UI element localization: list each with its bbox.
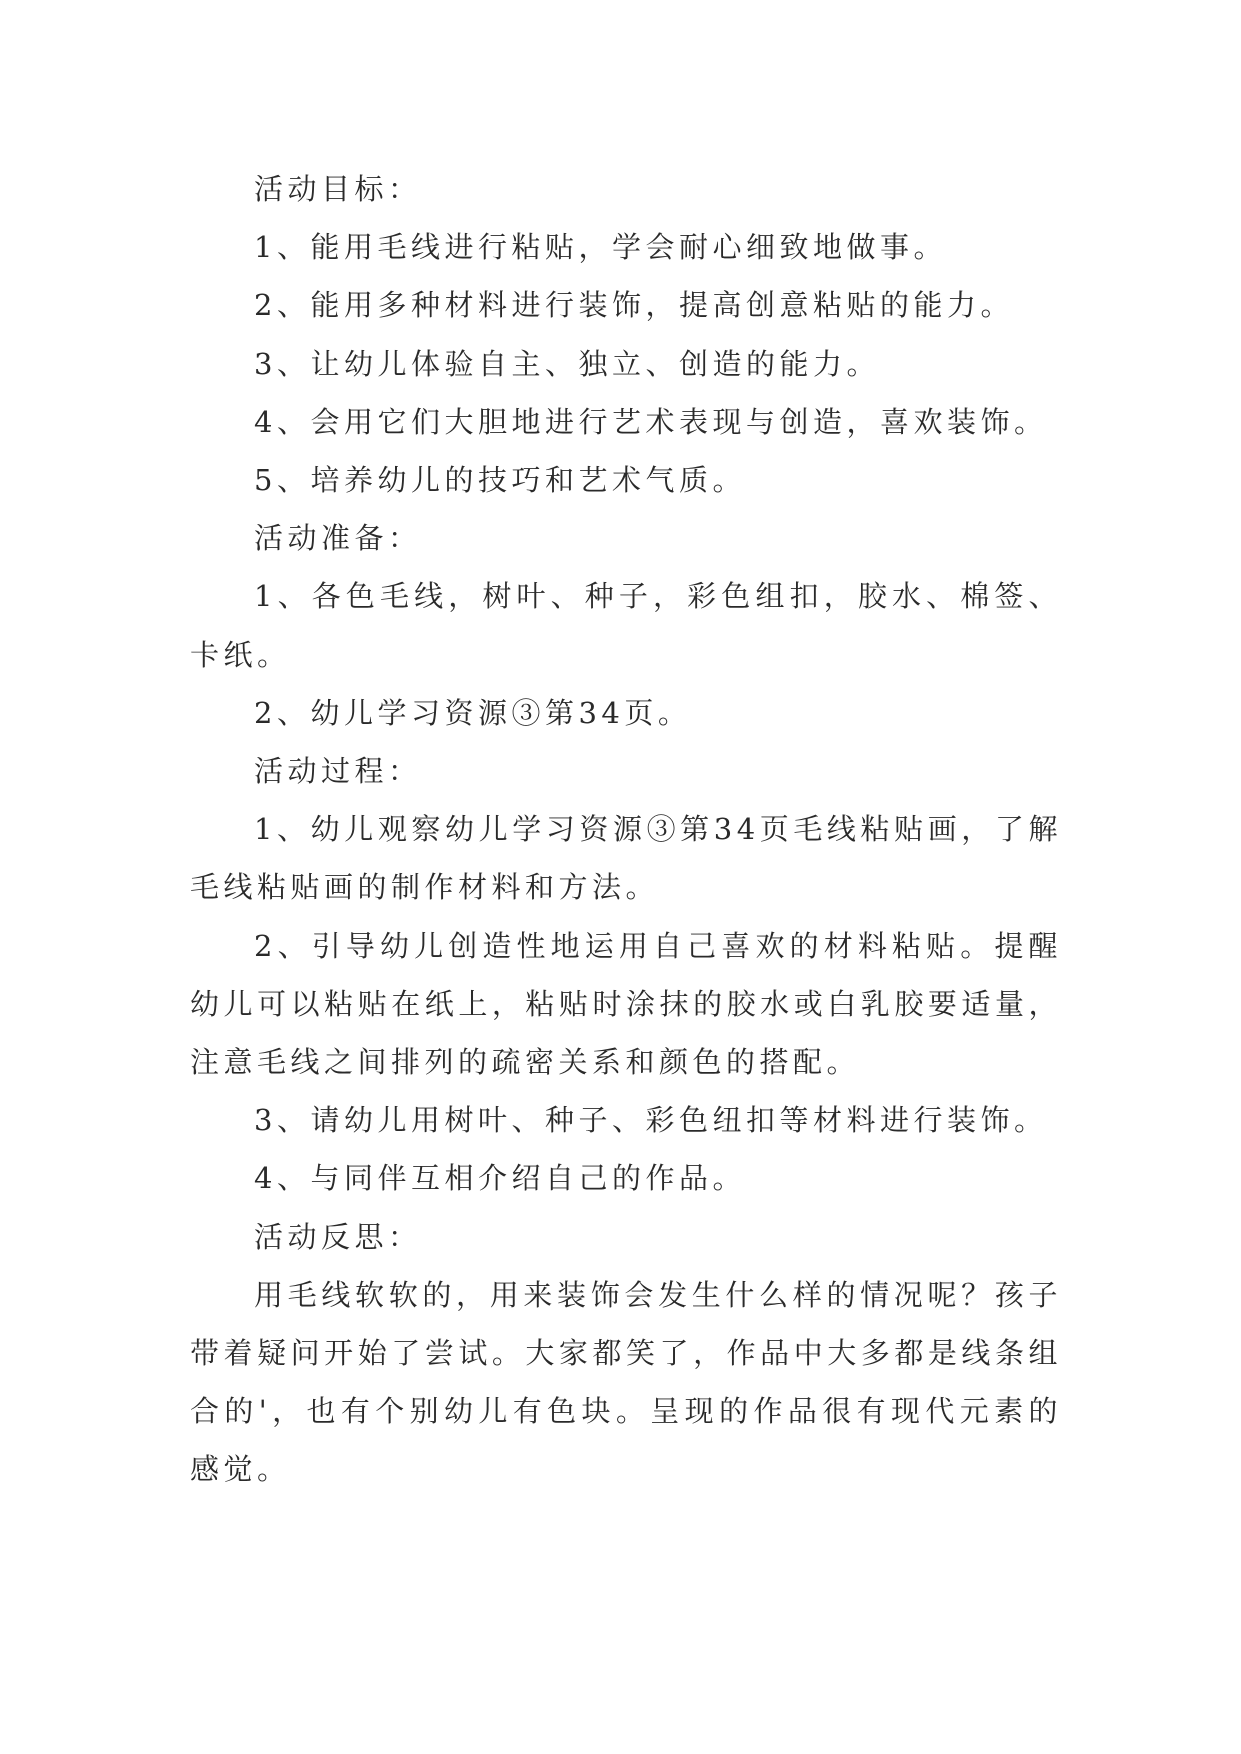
preparation-item-1: 1、各色毛线，树叶、种子，彩色组扣，胶水、棉签、卡纸。 [190,579,1062,672]
section-heading-preparation: 活动准备： [254,521,422,556]
goal-item-5: 5、培养幼儿的技巧和艺术气质。 [254,463,746,498]
reflection-paragraph: 用毛线软软的，用来装饰会发生什么样的情况呢？孩子带着疑问开始了尝试。大家都笑了，作品中大多都是线条组合的'，也有个别幼儿有色块。呈现的作品很有现代元素的感觉。 [190,1277,1062,1487]
process-item-2: 2、引导幼儿创造性地运用自己喜欢的材料粘贴。提醒幼儿可以粘贴在纸上，粘贴时涂抹的胶水或白乳胶要适量，注意毛线之间排列的疏密关系和颜色的搭配。 [190,928,1062,1080]
preparation-item-2: 2、幼儿学习资源③第34页。 [254,695,692,730]
goal-item-4: 4、会用它们大胆地进行艺术表现与创造，喜欢装饰。 [254,404,1048,439]
goal-item-1: 1、能用毛线进行粘贴，学会耐心细致地做事。 [254,230,947,265]
goal-item-3: 3、让幼儿体验自主、独立、创造的能力。 [254,346,880,381]
goal-item-2: 2、能用多种材料进行装饰，提高创意粘贴的能力。 [254,288,1014,323]
section-heading-process: 活动过程： [254,754,422,789]
process-item-4: 4、与同伴互相介绍自己的作品。 [254,1161,746,1196]
section-heading-reflection: 活动反思： [254,1219,422,1254]
document-body [190,160,1062,1499]
process-item-1: 1、幼儿观察幼儿学习资源③第34页毛线粘贴画，了解毛线粘贴画的制作材料和方法。 [190,812,1062,905]
section-heading-goals: 活动目标： [254,172,422,206]
process-item-3: 3、请幼儿用树叶、种子、彩色纽扣等材料进行装饰。 [254,1103,1048,1138]
